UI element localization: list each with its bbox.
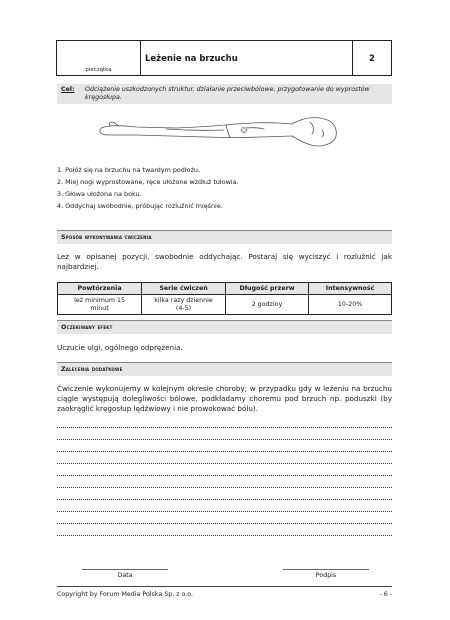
table-cell: leż minimum 15 minut xyxy=(58,295,142,315)
writing-line[interactable] xyxy=(57,450,392,452)
signature-line[interactable] xyxy=(283,569,369,570)
method-section-header xyxy=(57,230,392,244)
goal-text: Odciążenie uszkodzonych struktur, działanie przeciwbólowe, przygotowanie do wyprostów kręgosłupa. xyxy=(85,86,370,101)
goal-label: Cel: xyxy=(61,86,75,93)
footer-divider xyxy=(57,586,392,587)
column-header: Powtórzenia xyxy=(58,283,142,295)
effect-section-header xyxy=(57,320,392,334)
writing-line[interactable] xyxy=(57,498,392,500)
writing-line[interactable] xyxy=(57,426,392,428)
table-cell: 2 godziny xyxy=(225,295,308,315)
recommendations-text: Ćwiczenie wykonujemy w kolejnym okresie choroby; w przypadku gdy w leżeniu na brzuchu ciągle występują dolegliwości bólowe, podkładamy choremu pod brzuch np. poduszki (by zaokrąglić kręgosłup lędźwiowy i nie prowokować bólu). xyxy=(57,384,392,413)
exercise-number: 2 xyxy=(369,54,375,64)
page-number: - 6 - xyxy=(379,591,392,598)
goal-box xyxy=(57,84,392,104)
table-cell: kilka razy dziennie (4-5) xyxy=(142,295,226,315)
person-lying-prone-drawing xyxy=(96,110,346,152)
exercise-title: Leżenie na brzuchu xyxy=(141,41,353,75)
writing-line[interactable] xyxy=(57,486,392,488)
writing-line[interactable] xyxy=(57,522,392,524)
parameters-table xyxy=(57,282,392,315)
stamp-label: pieczątka xyxy=(85,67,112,73)
effect-text: Uczucie ulgi, ogólnego odprężenia. xyxy=(57,343,183,352)
footer-copyright: Copyright by Forum Media Polska Sp. z o.o. xyxy=(57,591,194,598)
date-label: Data xyxy=(117,572,133,579)
method-text: Leż w opisanej pozycji, swobodnie oddychając. Postaraj się wyciszyć i rozluźnić jak najbardziej. xyxy=(57,252,392,271)
writing-line[interactable] xyxy=(57,474,392,476)
section-heading: Sposób wykonywania ćwiczenia xyxy=(61,234,152,241)
steps-list xyxy=(57,164,392,212)
column-header: Serie ćwiczeń xyxy=(142,283,226,295)
writing-line[interactable] xyxy=(57,438,392,440)
list-item: 2. Miej nogi wyprostowane, ręce ułożone wzdłuż tułowia. xyxy=(57,178,239,186)
table-header-row xyxy=(58,283,392,295)
signature-label: Podpis xyxy=(315,572,337,579)
writing-line[interactable] xyxy=(57,510,392,512)
list-item: 4. Oddychaj swobodnie, próbując rozluźnić mięśnie. xyxy=(57,202,223,210)
date-signature-line[interactable] xyxy=(82,569,168,570)
column-header: Długość przerw xyxy=(225,283,308,295)
section-heading: Zalecenia dodatkowe xyxy=(61,366,123,373)
recommendations-section-header xyxy=(57,362,392,376)
writing-line[interactable] xyxy=(57,462,392,464)
section-heading: Oczekiwany efekt xyxy=(61,324,113,331)
writing-line[interactable] xyxy=(57,534,392,536)
list-item: 3. Głowa ułożona na boku. xyxy=(57,190,142,198)
column-header: Intensywność xyxy=(309,283,392,295)
table-row xyxy=(58,295,392,315)
list-item: 1. Połóż się na brzuchu na twardym podłożu. xyxy=(57,166,201,174)
exercise-header xyxy=(56,40,392,76)
table-cell: 10-20% xyxy=(309,295,392,315)
stamp-area xyxy=(57,41,141,75)
